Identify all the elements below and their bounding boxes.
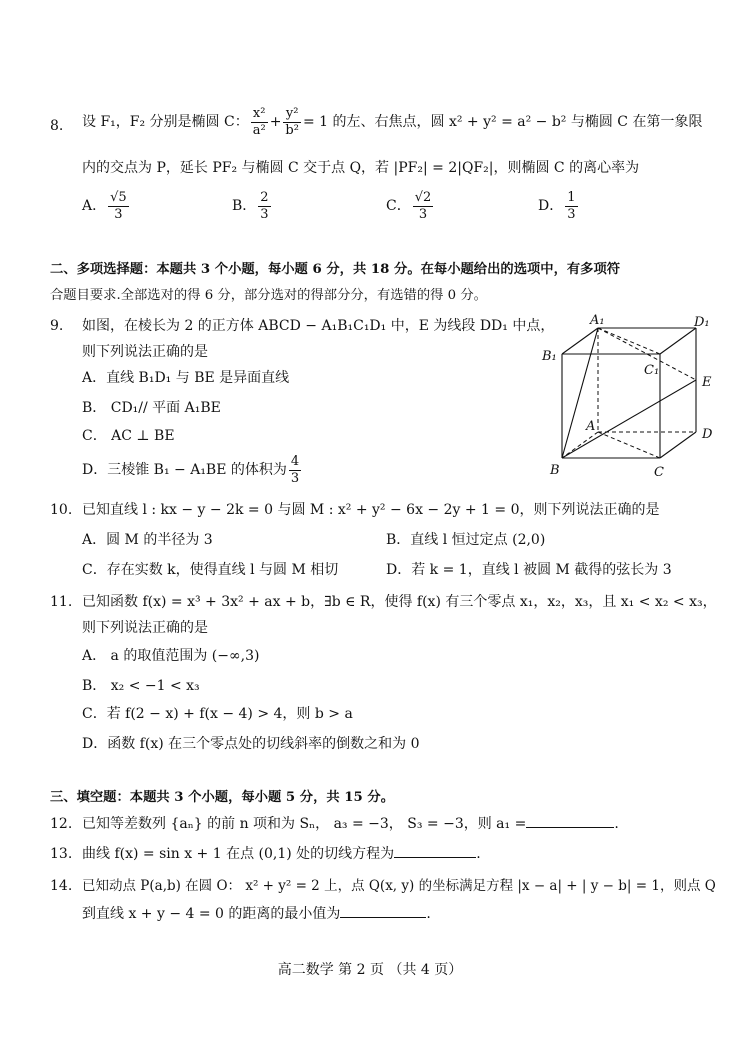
q11-option-c: C．若 f(2 − x) + f(x − 4) > 4，则 b > a	[82, 706, 353, 722]
q13-text: 曲线 f(x) = sin x + 1 在点 (0,1) 处的切线方程为 .	[82, 846, 481, 862]
q12-answer-blank[interactable]	[526, 827, 614, 828]
hidden-edge-a-b	[562, 432, 598, 458]
q8-option-d: D． $\frac{1}{3}$	[538, 190, 576, 222]
q9-option-d: D．三棱锥 B₁ − A₁BE 的体积为 $\frac{4}{3}$	[82, 454, 300, 486]
section3-heading: 三、填空题：本题共 3 个小题，每小题 5 分，共 15 分。	[50, 790, 395, 805]
q8-line1-a: 设 F₁，F₂ 分别是椭圆 C：	[82, 114, 249, 131]
q8-line2: 内的交点为 P，延长 PF₂ 与椭圆 C 交于点 Q，若 |PF₂| = 2|QF₂|，则椭圆 C 的离心率为	[82, 160, 640, 176]
q8-option-c: C． $\frac{√2}{3}$	[386, 190, 432, 222]
q9-line2: 则下列说法正确的是	[82, 344, 208, 360]
q8-fraction-x: $\frac{\text{x²}}{\text{a²}}$	[252, 106, 266, 138]
q8-option-b: B． $\frac{2}{3}$	[232, 190, 269, 222]
q9-option-a: A．直线 B₁D₁ 与 BE 是异面直线	[82, 370, 290, 386]
q14-line2: 到直线 x + y − 4 = 0 的距离的最小值为 .	[82, 906, 431, 922]
q8-line1: 设 F₁，F₂ 分别是椭圆 C： $\frac{\text{x²}}{\text{a²}}$ + $\frac{\text{y²}}{\text{b²}}$ = 1 的左、右焦点，圆 x² + y² = a² − b² 与椭圆 C 在第一象限	[82, 106, 703, 138]
q12-number: 12.	[50, 816, 73, 832]
q9-option-c: C． AC ⊥ BE	[82, 428, 175, 444]
q9-option-d-fraction: $\frac{4}{3}$	[290, 454, 300, 486]
q12-text: 已知等差数列 {aₙ} 的前 n 项和为 Sₙ， a₃ = −3， S₃ = −3，则 a₁ = .	[82, 816, 619, 832]
q8-option-a: A． $\frac{√5}{3}$	[82, 190, 127, 222]
label-e: E	[702, 375, 712, 390]
label-a: A	[586, 419, 596, 434]
page-footer: 高二数学 第 2 页 （共 4 页）	[277, 962, 463, 978]
label-c1: C₁	[644, 363, 660, 378]
hidden-segment-a1-c1	[598, 328, 660, 354]
q10-option-d: D．若 k = 1，直线 l 被圆 M 截得的弦长为 3	[386, 562, 672, 578]
section2-heading-line1: 二、多项选择题：本题共 3 个小题，每小题 6 分，共 18 分。在每小题给出的选项中，有多项符	[50, 262, 621, 277]
q9-number: 9.	[50, 318, 64, 334]
q14-number: 14.	[50, 878, 73, 894]
label-b1: B₁	[542, 349, 557, 364]
label-a1: A₁	[590, 313, 605, 328]
q10-option-a: A．圆 M 的半径为 3	[82, 532, 213, 548]
q10-stem: 已知直线 l : kx − y − 2k = 0 与圆 M : x² + y² − 6x − 2y + 1 = 0，则下列说法正确的是	[82, 502, 660, 518]
edge-d-c	[660, 432, 696, 458]
q10-option-c: C．存在实数 k，使得直线 l 与圆 M 相切	[82, 562, 339, 578]
q9-option-b: B． CD₁// 平面 A₁BE	[82, 400, 221, 416]
q11-option-a: A． a 的取值范围为 (−∞,3)	[82, 648, 260, 664]
hidden-segment-a-c	[598, 432, 660, 458]
q8-fraction-y: $\frac{\text{y²}}{\text{b²}}$	[285, 106, 299, 138]
q13-answer-blank[interactable]	[394, 857, 476, 858]
q14-answer-blank[interactable]	[340, 917, 426, 918]
q11-stem: 已知函数 f(x) = x³ + 3x² + ax + b，∃b ∈ R，使得 f(x) 有三个零点 x₁，x₂，x₃，且 x₁ < x₂ < x₃，	[82, 594, 717, 610]
q8-number: 8.	[50, 118, 64, 134]
segment-a1-b	[562, 328, 598, 458]
q11-number: 11.	[50, 594, 73, 610]
q14-line1: 已知动点 P(a,b) 在圆 O： x² + y² = 2 上，点 Q(x, y) 的坐标满足方程 |x − a| + | y − b| = 1，则点 Q	[82, 878, 716, 894]
section2-heading-line2: 合题目要求.全部选对的得 6 分，部分选对的得部分分，有选错的得 0 分。	[50, 288, 487, 303]
q11-option-d: D．函数 f(x) 在三个零点处的切线斜率的倒数之和为 0	[82, 736, 420, 752]
edge-d1-c1	[660, 328, 696, 354]
q11-line2: 则下列说法正确的是	[82, 620, 208, 636]
q9-line1: 如图，在棱长为 2 的正方体 ABCD − A₁B₁C₁D₁ 中，E 为线段 DD₁ 中点，	[82, 318, 555, 334]
cube-figure	[536, 312, 726, 484]
q10-number: 10.	[50, 502, 73, 518]
q11-option-b: B． x₂ < −1 < x₃	[82, 678, 200, 694]
label-d: D	[702, 427, 713, 442]
label-c: C	[654, 465, 664, 480]
label-b: B	[550, 463, 560, 478]
q13-number: 13.	[50, 846, 73, 862]
q10-option-b: B．直线 l 恒过定点 (2,0)	[386, 532, 546, 548]
edge-b1-a1	[562, 328, 598, 354]
q8-line1-b: = 1 的左、右焦点，圆 x² + y² = a² − b² 与椭圆 C 在第一象限	[302, 114, 703, 131]
label-d1: D₁	[694, 315, 710, 330]
